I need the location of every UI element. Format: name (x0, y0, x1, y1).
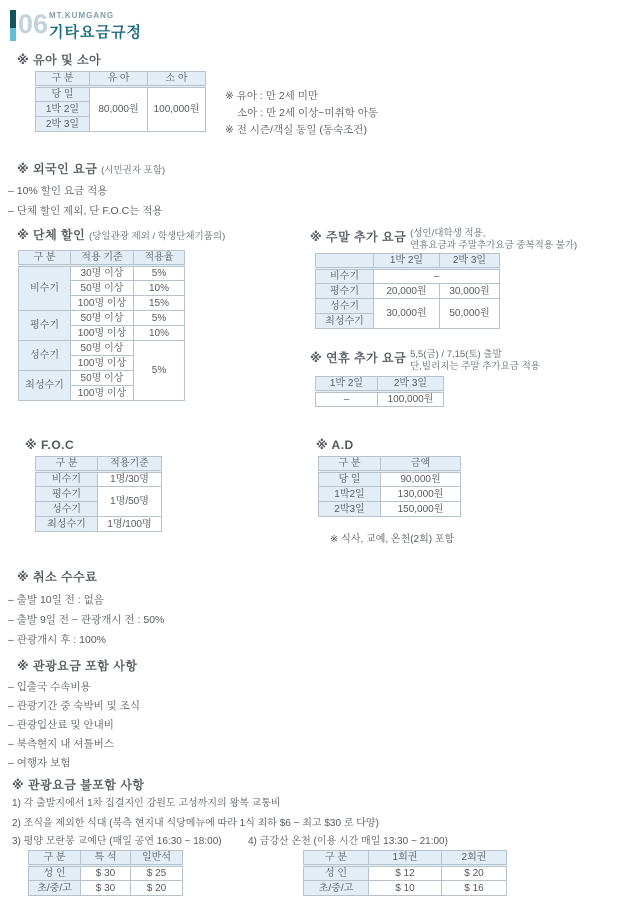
circus-price-table (28, 850, 183, 896)
value-cell: 100,000원 (378, 392, 444, 407)
list-item: 2) 조식을 제외한 식대 (북측 현지내 식당메뉴에 따라 1식 최하 $6 ~ 최고 $30 로 다양) (12, 818, 379, 829)
subnote-line: (성인/대학생 적용, (410, 228, 486, 239)
infant-price-table (35, 71, 206, 132)
circus-item-label: 3) 평양 모란봉 교예단 (매일 공연 16:30 ~ 18:00) (12, 836, 222, 847)
value-cell: – (374, 269, 500, 284)
value-cell: 1명/30명 (98, 472, 162, 487)
heading-text: ※ 외국인 요금 (17, 162, 98, 176)
table-row (29, 866, 183, 881)
basis-cell: 50명 이상 (71, 281, 134, 296)
col-header: 2박 3일 (440, 254, 500, 269)
heading-text: ※ 연휴 추가 요금 (310, 351, 407, 365)
col-header-blank (316, 254, 374, 269)
weekend-surcharge-table (315, 253, 500, 329)
row-label: 초/중/고 (304, 881, 369, 896)
col-header: 1회권 (369, 851, 442, 866)
col-header: 적용율 (134, 251, 185, 266)
value-cell: $ 20 (131, 881, 183, 896)
heading-subnote: (시민권자 포함) (101, 165, 166, 176)
foc-table (35, 456, 162, 532)
basis-cell: 50명 이상 (71, 371, 134, 386)
value-cell: 50,000원 (440, 299, 500, 329)
value-cell: 20,000원 (374, 284, 440, 299)
list-item: – 여행자 보험 (8, 757, 71, 769)
rate-cell: 5% (134, 266, 185, 281)
merged-rate-cell: 5% (134, 341, 185, 401)
value-cell: 90,000원 (381, 472, 461, 487)
row-label: 당 일 (319, 472, 381, 487)
col-header: 유 아 (90, 72, 148, 87)
ad-table (318, 456, 461, 517)
value-cell: $ 30 (81, 881, 131, 896)
table-row (19, 266, 185, 281)
table-row (36, 517, 162, 532)
table-row (319, 487, 461, 502)
weekend-surcharge-heading (310, 228, 577, 252)
col-header: 금액 (381, 457, 461, 472)
included-heading: ※ 관광요금 포함 사항 (17, 659, 138, 673)
row-label: 1박 2일 (36, 102, 90, 117)
table-row (36, 487, 162, 502)
value-cell: 1명/100명 (98, 517, 162, 532)
onsen-item-label: 4) 금강산 온천 (이용 시간 매일 13:30 ~ 21:00) (248, 836, 448, 847)
foc-heading: ※ F.O.C (25, 438, 75, 452)
table-row (304, 881, 507, 896)
table-row (29, 881, 183, 896)
child-price-cell: 100,000원 (148, 87, 206, 132)
table-row (19, 341, 185, 356)
cancel-heading: ※ 취소 수수료 (17, 570, 98, 584)
row-label: 2박3일 (319, 502, 381, 517)
value-cell: $ 12 (369, 866, 442, 881)
basis-cell: 100명 이상 (71, 296, 134, 311)
table-row (319, 502, 461, 517)
list-item: – 북측현지 내 셔틀버스 (8, 738, 114, 750)
season-label: 평수기 (36, 487, 98, 502)
subnote-line: 5,5(금) / 7,15(토) 출발 (410, 349, 502, 360)
group-discount-table (18, 250, 185, 401)
infant-notes (225, 88, 378, 139)
row-label: 당 일 (36, 87, 90, 102)
table-row (304, 866, 507, 881)
col-header: 구 분 (319, 457, 381, 472)
cancel-items (8, 590, 164, 650)
heading-text: ※ 주말 추가 요금 (310, 230, 407, 244)
season-label: 비수기 (19, 266, 71, 311)
season-label: 성수기 (36, 502, 98, 517)
value-cell: $ 20 (442, 866, 507, 881)
table-row (36, 87, 206, 102)
col-header: 일반석 (131, 851, 183, 866)
col-header: 구 분 (19, 251, 71, 266)
season-label: 비수기 (316, 269, 374, 284)
excluded-heading: ※ 관광요금 불포함 사항 (12, 778, 145, 792)
col-header: 2회권 (442, 851, 507, 866)
heading-subnote (410, 228, 577, 252)
basis-cell: 100명 이상 (71, 386, 134, 401)
value-cell: 30,000원 (374, 299, 440, 329)
ad-note: ※ 식사, 교예, 온천(2회) 포함 (330, 534, 455, 545)
brand-label: MT.KUMGANG (49, 11, 115, 20)
value-cell: $ 16 (442, 881, 507, 896)
infant-section-heading: ※ 유아 및 소아 (17, 53, 102, 67)
accent-bar-light (10, 28, 16, 41)
heading-subnote: (당일관광 제외 / 학생단체기품의) (89, 231, 226, 242)
list-item: – 입출국 수속비용 (8, 681, 91, 693)
note-text: ※ 전 시즌/객실 동일 (동숙조건) (225, 124, 367, 136)
value-cell: $ 10 (369, 881, 442, 896)
rate-cell: 5% (134, 311, 185, 326)
ad-heading: ※ A.D (316, 438, 354, 452)
heading-subnote (410, 349, 540, 373)
season-label: 성수기 (19, 341, 71, 371)
table-row (36, 472, 162, 487)
list-item: – 단체 할인 제외, 단 F.O.C는 적용 (8, 205, 163, 217)
table-row (316, 299, 500, 314)
row-label: 초/중/고 (29, 881, 81, 896)
rate-cell: 10% (134, 326, 185, 341)
season-label: 최성수기 (19, 371, 71, 401)
list-item: – 출발 10일 전 : 없음 (8, 594, 104, 606)
list-item: – 관광개시 후 : 100% (8, 634, 106, 646)
col-header: 1박 2일 (374, 254, 440, 269)
foreigner-section-heading (17, 160, 165, 177)
holiday-surcharge-heading (310, 349, 540, 373)
group-discount-heading (17, 226, 225, 243)
col-header: 구 분 (36, 457, 98, 472)
col-header: 구 분 (29, 851, 81, 866)
list-item: 1) 각 출발지에서 1차 집결지인 강원도 고성까지의 왕복 교통비 (12, 798, 281, 809)
list-item: – 10% 할인 요금 적용 (8, 185, 108, 197)
table-row (316, 269, 500, 284)
included-items (8, 678, 140, 773)
value-cell: 1명/50명 (98, 487, 162, 517)
heading-text: ※ 단체 할인 (17, 228, 86, 242)
value-cell: $ 30 (81, 866, 131, 881)
header-accent-bar (10, 10, 16, 41)
infant-price-cell: 80,000원 (90, 87, 148, 132)
basis-cell: 30명 이상 (71, 266, 134, 281)
col-header: 특 석 (81, 851, 131, 866)
season-label: 성수기 (316, 299, 374, 314)
subnote-line: 연휴요금과 주말추가요금 중복적용 불가) (410, 240, 578, 251)
accent-bar-dark (10, 10, 16, 28)
rate-cell: 15% (134, 296, 185, 311)
list-item: – 출발 9일 전 ~ 관광개시 전 : 50% (8, 614, 165, 626)
list-item: – 관광입산료 및 안내비 (8, 719, 114, 731)
season-label: 비수기 (36, 472, 98, 487)
row-label: 성 인 (304, 866, 369, 881)
basis-cell: 100명 이상 (71, 326, 134, 341)
section-number: 06 (18, 9, 49, 39)
season-label: 평수기 (19, 311, 71, 341)
list-item: – 관광기간 중 숙박비 및 조식 (8, 700, 140, 712)
value-cell: 130,000원 (381, 487, 461, 502)
page-title: 기타요금규정 (49, 24, 142, 41)
col-header: 구 분 (36, 72, 90, 87)
row-label: 성 인 (29, 866, 81, 881)
season-label: 최성수기 (316, 314, 374, 329)
value-cell: 30,000원 (440, 284, 500, 299)
col-header: 적용 기준 (71, 251, 134, 266)
excluded-items (12, 794, 379, 834)
value-cell: $ 25 (131, 866, 183, 881)
col-header: 1박 2일 (316, 377, 378, 392)
holiday-surcharge-table (315, 376, 444, 407)
season-label: 평수기 (316, 284, 374, 299)
rate-cell: 10% (134, 281, 185, 296)
col-header: 소 아 (148, 72, 206, 87)
note-text: 소아 : 만 2세 이상~미취학 아동 (237, 107, 379, 119)
value-cell: – (316, 392, 378, 407)
table-row (316, 392, 444, 407)
basis-cell: 100명 이상 (71, 356, 134, 371)
value-cell: 150,000원 (381, 502, 461, 517)
row-label: 2박 3일 (36, 117, 90, 132)
table-row (19, 311, 185, 326)
table-row (316, 284, 500, 299)
onsen-price-table (303, 850, 507, 896)
subnote-line: 단,빌리지는 주말 추가요금 적용 (410, 361, 540, 372)
col-header: 구 분 (304, 851, 369, 866)
basis-cell: 50명 이상 (71, 311, 134, 326)
table-row (319, 472, 461, 487)
season-label: 최성수기 (36, 517, 98, 532)
note-text: ※ 유아 : 만 2세 미만 (225, 90, 318, 102)
col-header: 2박 3일 (378, 377, 444, 392)
col-header: 적용기준 (98, 457, 162, 472)
basis-cell: 50명 이상 (71, 341, 134, 356)
foreigner-items (8, 181, 163, 221)
row-label: 1박2일 (319, 487, 381, 502)
